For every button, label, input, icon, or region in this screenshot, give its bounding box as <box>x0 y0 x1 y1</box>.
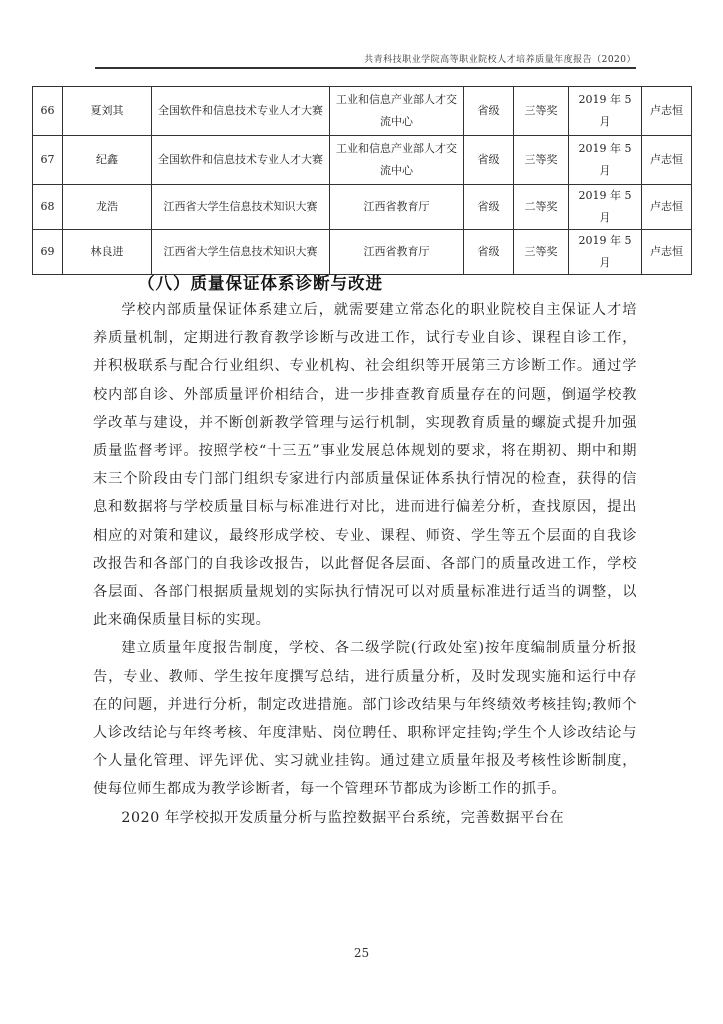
cell-award: 三等奖 <box>514 87 569 136</box>
table-row <box>33 230 692 275</box>
cell-level: 省级 <box>464 230 514 275</box>
cell-name: 纪鑫 <box>63 136 152 185</box>
cell-name: 夏刘其 <box>63 87 152 136</box>
cell-date: 2019 年 5 月 <box>569 87 642 136</box>
page-number: 25 <box>353 946 370 960</box>
cell-competition: 江西省大学生信息技术知识大赛 <box>152 185 330 230</box>
cell-advisor: 卢志恒 <box>642 87 692 136</box>
cell-organizer: 工业和信息产业部人才交流中心 <box>330 136 464 185</box>
cell-date: 2019 年 5 月 <box>569 185 642 230</box>
cell-no: 69 <box>33 230 63 275</box>
cell-advisor: 卢志恒 <box>642 136 692 185</box>
section-heading: （八）质量保证体系诊断与改进 <box>138 274 383 293</box>
cell-no: 66 <box>33 87 63 136</box>
paragraph: 学校内部质量保证体系建立后，就需要建立常态化的职业院校自主保证人才培养质量机制，定期进行教育教学诊断与改进工作，试行专业自诊、课程自诊工作，并积极联系与配合行业组织、专业机构、社会组织等开展第三方诊断工作。通过学校内部自诊、外部质量评价相结合，进一步排查教育质量存在的问题，倒逼学校教学改革与建设，并不断创新教学管理与运行机制，实现教育质量的螺旋式提升加强质量监督考评。按照学校“十三五”事业发展总体规划的要求，将在期初、期中和期末三个阶段由专门部门组织专家进行内部质量保证体系执行情况的检查，获得的信息和数据将与学校质量目标与标准进行对比，进而进行偏差分析，查找原因，提出相应的对策和建议，最终形成学校、专业、课程、师资、学生等五个层面的自我诊改报告和各部门的自我诊改报告，以此督促各层面、各部门的质量改进工作，学校各层面、各部门根据质量规划的实际执行情况可以对质量标准进行适当的调整，以此来确保质量目标的实现。 <box>93 302 637 629</box>
cell-advisor: 卢志恒 <box>642 185 692 230</box>
table-row <box>33 87 692 136</box>
header-divider <box>95 67 636 69</box>
cell-no: 67 <box>33 136 63 185</box>
cell-date: 2019 年 5 月 <box>569 230 642 275</box>
body-text <box>93 296 637 832</box>
paragraph: 2020 年学校拟开发质量分析与监控数据平台系统，完善数据平台在 <box>121 809 565 826</box>
cell-award: 三等奖 <box>514 230 569 275</box>
cell-organizer: 江西省教育厅 <box>330 230 464 275</box>
cell-date: 2019 年 5 月 <box>569 136 642 185</box>
cell-name: 林良进 <box>63 230 152 275</box>
cell-competition: 江西省大学生信息技术知识大赛 <box>152 230 330 275</box>
cell-name: 龙浩 <box>63 185 152 230</box>
cell-competition: 全国软件和信息技术专业人才大赛 <box>152 136 330 185</box>
cell-award: 三等奖 <box>514 136 569 185</box>
table-row <box>33 185 692 230</box>
cell-award: 二等奖 <box>514 185 569 230</box>
awards-table <box>32 86 692 275</box>
cell-level: 省级 <box>464 185 514 230</box>
cell-level: 省级 <box>464 87 514 136</box>
paragraph: 建立质量年度报告制度，学校、各二级学院(行政处室)按年度编制质量分析报告，专业、教师、学生按年度撰写总结，进行质量分析，及时发现实施和运行中存在的问题，并进行分析，制定改进措施。部门诊改结果与年终绩效考核挂钩;教师个人诊改结论与年终考核、年度津贴、岗位聘任、职称评定挂钩;学生个人诊改结论与个人量化管理、评先评优、实习就业挂钩。通过建立质量年报及考核性诊断制度，使每位师生都成为教学诊断者，每一个管理环节都成为诊断工作的抓手。 <box>93 640 637 798</box>
cell-no: 68 <box>33 185 63 230</box>
cell-competition: 全国软件和信息技术专业人才大赛 <box>152 87 330 136</box>
cell-organizer: 工业和信息产业部人才交流中心 <box>330 87 464 136</box>
cell-organizer: 江西省教育厅 <box>330 185 464 230</box>
page-header: 共青科技职业学院高等职业院校人才培养质量年度报告（2020） <box>364 55 636 65</box>
cell-level: 省级 <box>464 136 514 185</box>
cell-advisor: 卢志恒 <box>642 230 692 275</box>
table-row <box>33 136 692 185</box>
